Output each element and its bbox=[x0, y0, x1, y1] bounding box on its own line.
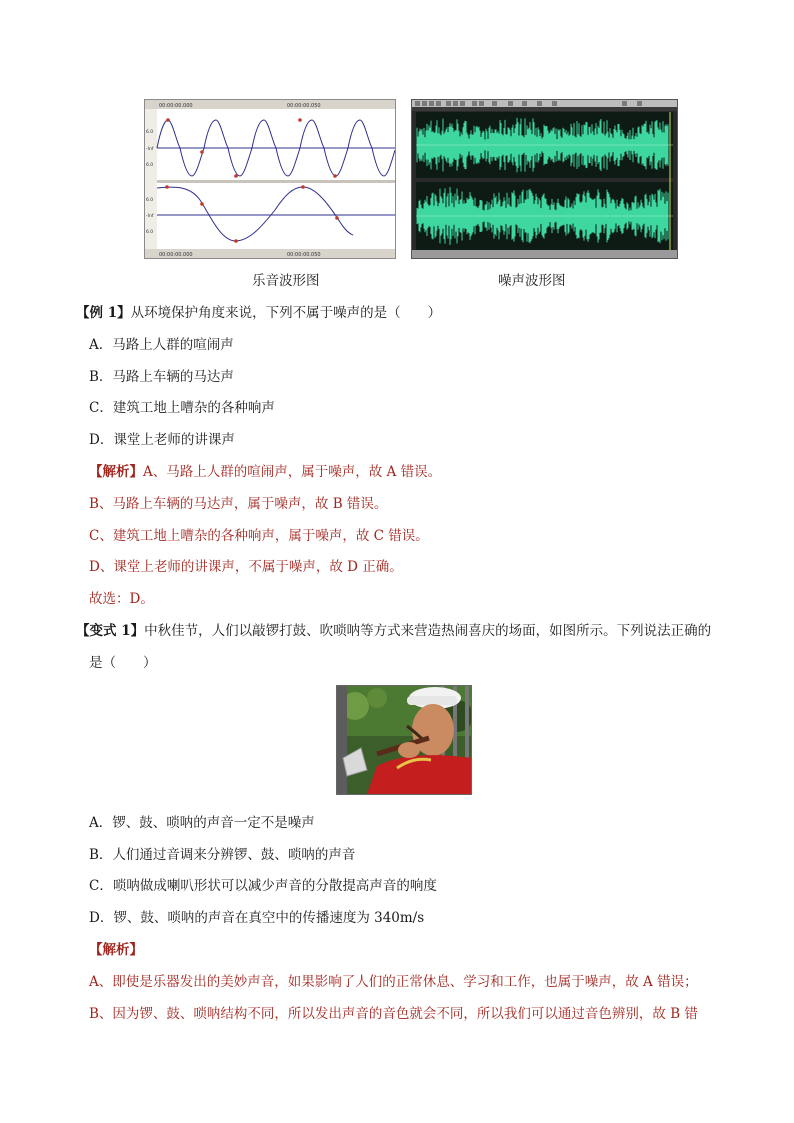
ruler-label-left-bottom: 00:00:00.000 bbox=[159, 252, 193, 258]
scale-label-6: 6.0 bbox=[146, 230, 154, 235]
variant1-analysis-tag: 【解析】 bbox=[89, 942, 143, 958]
example1-option-c: C．建筑工地上嘈杂的各种响声 bbox=[89, 400, 275, 416]
variant1-option-a: A．锣、鼓、唢呐的声音一定不是噪声 bbox=[89, 815, 315, 831]
example1-analysis-line-3: C、建筑工地上嘈杂的各种响声，属于噪声，故 C 错误。 bbox=[89, 528, 429, 544]
variant1-question-text-1: 中秋佳节，人们以敲锣打鼓、吹唢呐等方式来营造热闹喜庆的场面，如图所示。下列说法正确的 bbox=[144, 623, 712, 639]
ruler-label-right-top: 00:00:00.050 bbox=[287, 103, 321, 109]
marker bbox=[301, 185, 305, 189]
variant1-question-line-2: 是（ ） bbox=[89, 655, 157, 671]
music-waveform-svg bbox=[145, 100, 395, 258]
example1-analysis-text-1: A、马路上人群的喧闹声，属于噪声，故 A 错误。 bbox=[143, 464, 442, 480]
marker bbox=[200, 202, 204, 206]
example1-option-b: B．马路上车辆的马达声 bbox=[89, 369, 234, 385]
marker bbox=[234, 174, 238, 178]
ruler-label-left-top: 00:00:00.000 bbox=[159, 103, 193, 109]
marker bbox=[166, 118, 170, 122]
example1-analysis-line-2: B、马路上车辆的马达声，属于噪声，故 B 错误。 bbox=[89, 496, 388, 512]
marker bbox=[333, 174, 337, 178]
music-waveform-caption: 乐音波形图 bbox=[252, 273, 320, 289]
suona-player-photo bbox=[336, 685, 472, 795]
track-divider bbox=[157, 180, 395, 183]
suona-player-illustration bbox=[337, 686, 471, 794]
example1-option-d: D．课堂上老师的讲课声 bbox=[89, 432, 235, 448]
scale-label-3: 6.0 bbox=[146, 163, 154, 168]
ruler-label-right-bottom: 00:00:00.050 bbox=[287, 252, 321, 258]
track2-sine-wave bbox=[157, 187, 353, 241]
example1-question-text: 从环境保护角度来说，下列不属于噪声的是（ ） bbox=[130, 305, 442, 321]
noise-waveform-caption: 噪声波形图 bbox=[498, 273, 566, 289]
example1-tag: 【例 1】 bbox=[76, 305, 131, 321]
noise-timeline bbox=[412, 250, 677, 258]
example1-analysis-tag: 【解析】 bbox=[89, 464, 143, 480]
marker bbox=[165, 185, 169, 189]
scale-label-1: 6.0 bbox=[146, 130, 154, 135]
noise-waveform-figure bbox=[411, 99, 678, 259]
marker bbox=[298, 118, 302, 122]
variant1-analysis-line-1: A、即使是乐器发出的美妙声音，如果影响了人们的正常休息、学习和工作，也属于噪声，故 A 错误； bbox=[89, 974, 698, 990]
variant1-question-line-1 bbox=[76, 622, 711, 640]
variant1-option-c: C．唢呐做成喇叭形状可以减少声音的分散提高声音的响度 bbox=[89, 878, 437, 894]
example1-option-a: A．马路上人群的喧闹声 bbox=[89, 337, 234, 353]
scale-label-2: -Inf bbox=[146, 147, 154, 152]
variant1-tag: 【变式 1】 bbox=[76, 623, 145, 639]
example1-question bbox=[76, 304, 441, 322]
noise-waveform-svg bbox=[412, 100, 677, 258]
example1-analysis-line-1 bbox=[89, 463, 441, 481]
variant1-analysis-line-2: B、因为锣、鼓、唢呐结构不同，所以发出声音的音色就会不同，所以我们可以通过音色辨别，故 B 错 bbox=[89, 1006, 698, 1022]
music-waveform-figure bbox=[144, 99, 396, 259]
example1-answer: 故选：D。 bbox=[89, 591, 154, 607]
variant1-option-d: D．锣、鼓、唢呐的声音在真空中的传播速度为 340m/s bbox=[89, 910, 425, 926]
scale-label-5: -Inf bbox=[146, 214, 154, 219]
scale-label-4: 6.0 bbox=[146, 198, 154, 203]
marker bbox=[200, 150, 204, 154]
variant1-option-b: B．人们通过音调来分辨锣、鼓、唢呐的声音 bbox=[89, 847, 356, 863]
marker bbox=[335, 216, 339, 220]
example1-analysis-line-4: D、课堂上老师的讲课声，不属于噪声，故 D 正确。 bbox=[89, 559, 403, 575]
marker bbox=[234, 239, 238, 243]
